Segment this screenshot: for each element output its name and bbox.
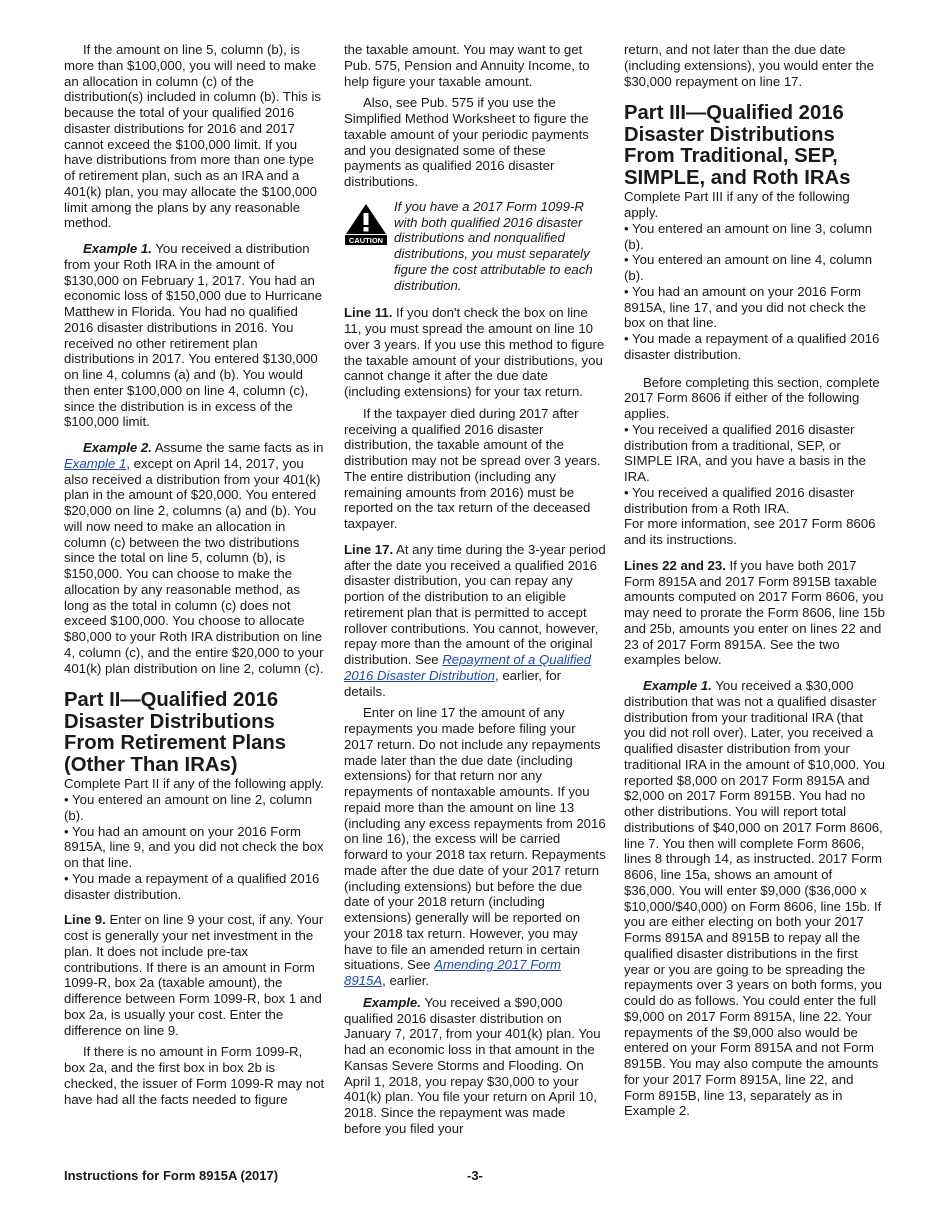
part-3-intro: Complete Part III if any of the following apply. [624, 189, 850, 220]
line-9-label: Line 9. [64, 912, 106, 928]
example-2-post: , except on April 14, 2017, you also received a distribution from your 401(k) plan in the amount of $20,000. You entered $20,000 on line 2, columns (a) and (b). You will now need to make an allocation in column (c) between the two distributions since the total on line 5, column (b), is $150,000. You can choose to make the allocation by any reasonable method, as long as the total in column (c) does not exceed $100,000. You choose to allocate $80,000 to your Roth IRA distribution on line 4, column (c), and the entire $20,000 to your 401(k) plan distribution on line 2, column (c). [64, 455, 324, 676]
line-17-paragraph-2 [344, 705, 606, 989]
part-3-example-1-label: Example 1. [643, 678, 712, 693]
amending-link[interactable]: Amending 2017 Form 8915A [344, 957, 561, 988]
part-3-heading: Part III—Qualified 2016 Disaster Distributions From Traditional, SEP, SIMPLE, and Roth IRAs [624, 102, 851, 189]
part-3-example-1-paragraph [624, 678, 886, 1119]
before-completing-paragraph: Before completing this section, complete 2017 Form 8606 if either of the following applies. [624, 374, 880, 421]
repayment-continued-paragraph: return, and not later than the due date (including extensions), you would enter the $30,000 repayment on line 17. [624, 42, 874, 89]
allocation-paragraph: If the amount on line 5, column (b), is more than $100,000, you will need to make an allocation in column (c) of the distribution(s) included in column (b). This is because the total of your qualified 2016 disaster distributions for 2016 and 2017 cannot exceed the $100,000 limit. If you have distributions from more than one type of retirement plan, such as an IRA and a 401(k) plan, you may allocate the $100,000 limit among the plans by any reasonable method. [64, 42, 322, 231]
example-label: Example. [363, 994, 421, 1010]
form-8606-bullet-1: • You received a qualified 2016 disaster distribution from a traditional, SEP, or SIMPLE IRA, and you have a basis in the IRA. [624, 421, 866, 484]
part-3-example-1-text: You received a $30,000 distribution that was not a qualified disaster distribution from your traditional IRA (that you did not roll over). Later, you received a qualified disaster distribution from your traditional IRA in the amount of $10,000. You reported $8,000 on 2017 Form 8915A and $2,000 on 2017 Form 8915B. You had no other distributions. You will report total distributions of $40,000 on 2017 Form 8606, line 7. You then will complete Form 8606, lines 8 through 14, as instructed. 2017 Form 8606, line 15a, shows an amount of $36,000. You will enter $9,000 ($36,000 x $10,000/$40,000) on Form 8606, line 15b. If you are either electing on both your 2017 Forms 8915A and 8915B to repay all the qualified disaster distributions in the first year or you are going to be spreading the repayments over 3 years on both forms, you could do as follows. You could enter the full $9,000 on 2017 Form 8915A, line 22. Your repayments of the $9,000 also would be entered on your Form 8915A and not Form 8915B. You may also compute the amounts for your 2017 Form 8915A, line 22, and Form 8915B, line 13, separately as in Example 2. [624, 678, 886, 1119]
part-2-bullet-2: • You had an amount on your 2016 Form 8915A, line 9, and you did not check the box on that line. [64, 823, 324, 870]
line-17-paragraph [344, 542, 606, 700]
footer-form-title: Instructions for Form 8915A (2017) [64, 1168, 279, 1183]
part-2-bullet-1: • You entered an amount on line 2, column (b). [64, 792, 313, 823]
example-1-paragraph [64, 241, 326, 430]
column-2 [344, 42, 606, 1137]
line-11-paragraph-2: If the taxpayer died during 2017 after receiving a qualified 2016 disaster distribution, the taxable amount of the distribution may not be spread over 3 years. The entire distribution (including any remaining amounts from 2016) must be reported on the tax return of the deceased taxpayer. [344, 405, 601, 531]
line-11-paragraph [344, 305, 606, 400]
caution-icon-label: CAUTION [348, 235, 384, 245]
pub-575-paragraph: the taxable amount. You may want to get Pub. 575, Pension and Annuity Income, to help figure your taxable amount. [344, 42, 590, 89]
part-3-bullet-3: • You had an amount on your 2016 Form 8915A, line 17, and you did not check the box on that line. [624, 283, 866, 331]
caution-icon [344, 202, 388, 246]
lines-22-23-label: Lines 22 and 23. [624, 557, 726, 573]
example-2-pre: Assume the same facts as in [151, 440, 324, 455]
column-3 [624, 42, 886, 1119]
line-9-paragraph-2: If there is no amount in Form 1099-R, box 2a, and the first box in box 2b is checked, the issuer of Form 1099-R may not have had all the facts needed to figure [64, 1044, 325, 1107]
line-17-p2-text: Enter on line 17 the amount of any repayments you made before filing your 2017 return. Do not include any repayments made later than the due date (including extensions) for that return nor any repayments of nontaxable amounts. If you repaid more than the amount on line 13 (including any excess repayments from 2016 on line 16), the excess will be carried forward to your 2018 tax return. Repayments made after the due date of your 2017 return (including extensions) but before the due date of your 2018 return (including extensions) generally will be reported on your 2018 tax return. However, you may have to file an amended return in certain situations. See [344, 705, 606, 973]
repayment-link[interactable]: Repayment of a Qualified 2016 Disaster Distribution [344, 652, 592, 683]
line-17-post: , earlier, for details. [344, 667, 561, 699]
part-3-bullet-4: • You made a repayment of a qualified 2016 disaster distribution. [624, 331, 880, 362]
example-2-label: Example 2. [83, 440, 152, 455]
line-17-p2-post: , earlier. [382, 973, 430, 988]
lines-22-23-paragraph [624, 558, 886, 668]
part-2-intro: Complete Part II if any of the following apply. [64, 776, 324, 792]
part-3-bullet-2: • You entered an amount on line 4, column (b). [624, 252, 873, 283]
page-number: -3- [467, 1168, 483, 1183]
lines-22-23-text: If you have both 2017 Form 8915A and 2017 Form 8915B taxable amounts computed on 2017 Form 8606, you may need to prorate the Form 8606, line 15b and 25b, amounts you enter on lines 22 and 23 of 2017 Form 8915A. See the two examples below. [624, 557, 885, 668]
caution-text: If you have a 2017 Form 1099-R with both qualified 2016 disaster distributions and nonqualified distributions, you must separately figure the cost attributable to each distribution. [394, 198, 593, 293]
line-17-label: Line 17. [344, 541, 394, 557]
part-2-bullet-3: • You made a repayment of a qualified 2016 disaster distribution. [64, 870, 320, 902]
simplified-method-paragraph: Also, see Pub. 575 if you use the Simplified Method Worksheet to figure the taxable amount of your periodic payments and you designated some of these payments as qualified 2016 disaster distributions. [344, 95, 589, 189]
caution-box [344, 199, 606, 294]
column-1 [64, 42, 326, 1107]
example-text: You received a $90,000 qualified 2016 disaster distribution on January 7, 2017, from your 401(k) plan. You had an economic loss in that amount in the Kansas Severe Storms and Flooding. On April 1, 2018, you repay $30,000 to your 401(k) plan. You file your return on April 10, 2018. Since the repayment was made before you filed your [344, 994, 601, 1136]
part-3-bullet-1: • You entered an amount on line 3, column (b). [624, 220, 873, 252]
line-11-label: Line 11. [344, 305, 393, 321]
example-2-paragraph [64, 440, 326, 676]
example-1-label: Example 1. [83, 241, 152, 256]
line-11-text: If you don't check the box on line 11, you must spread the amount on line 10 over 3 years. If you use this method to figure the taxable amount of your distributions, you cannot change it after the due date (including extensions) for your tax return. [344, 305, 605, 399]
line-9-paragraph [64, 912, 326, 1038]
part-2-heading: Part II—Qualified 2016 Disaster Distributions From Retirement Plans (Other Than IRAs) [64, 689, 287, 776]
line-17-text: At any time during the 3-year period after the date you received a qualified 2016 disaster distribution, you can repay any portion of the distribution to an eligible retirement plan that is permitted to accept rollover contributions. You cannot, however, repay more than the amount of the original distribution. See [344, 541, 606, 667]
example-1-link[interactable]: Example 1 [64, 455, 127, 471]
more-info-paragraph: For more information, see 2017 Form 8606 and its instructions. [624, 516, 876, 547]
example-1-text: You received a distribution from your Roth IRA in the amount of $130,000 on February 1, 2017. You had an economic loss of $150,000 due to Hurricane Matthew in Florida. You had no qualified 2016 disaster distributions in 2016. You received no other retirement plan distributions in 2017. You entered $130,000 on line 4, columns (a) and (b). You would then enter $100,000 on line 4, column (c), since the distribution is in excess of the $100,000 limit. [64, 241, 323, 430]
form-8606-bullet-2: • You received a qualified 2016 disaster distribution from a Roth IRA. [624, 484, 855, 516]
line-9-text: Enter on line 9 your cost, if any. Your cost is generally your net investment in the plan. It does not include pre-tax contributions. If there is an amount in Form 1099-R, box 2a (taxable amount), the difference between Form 1099-R, box 1 and box 2a, is usually your cost. Enter the difference on line 9. [64, 912, 324, 1038]
example-paragraph [344, 995, 606, 1137]
